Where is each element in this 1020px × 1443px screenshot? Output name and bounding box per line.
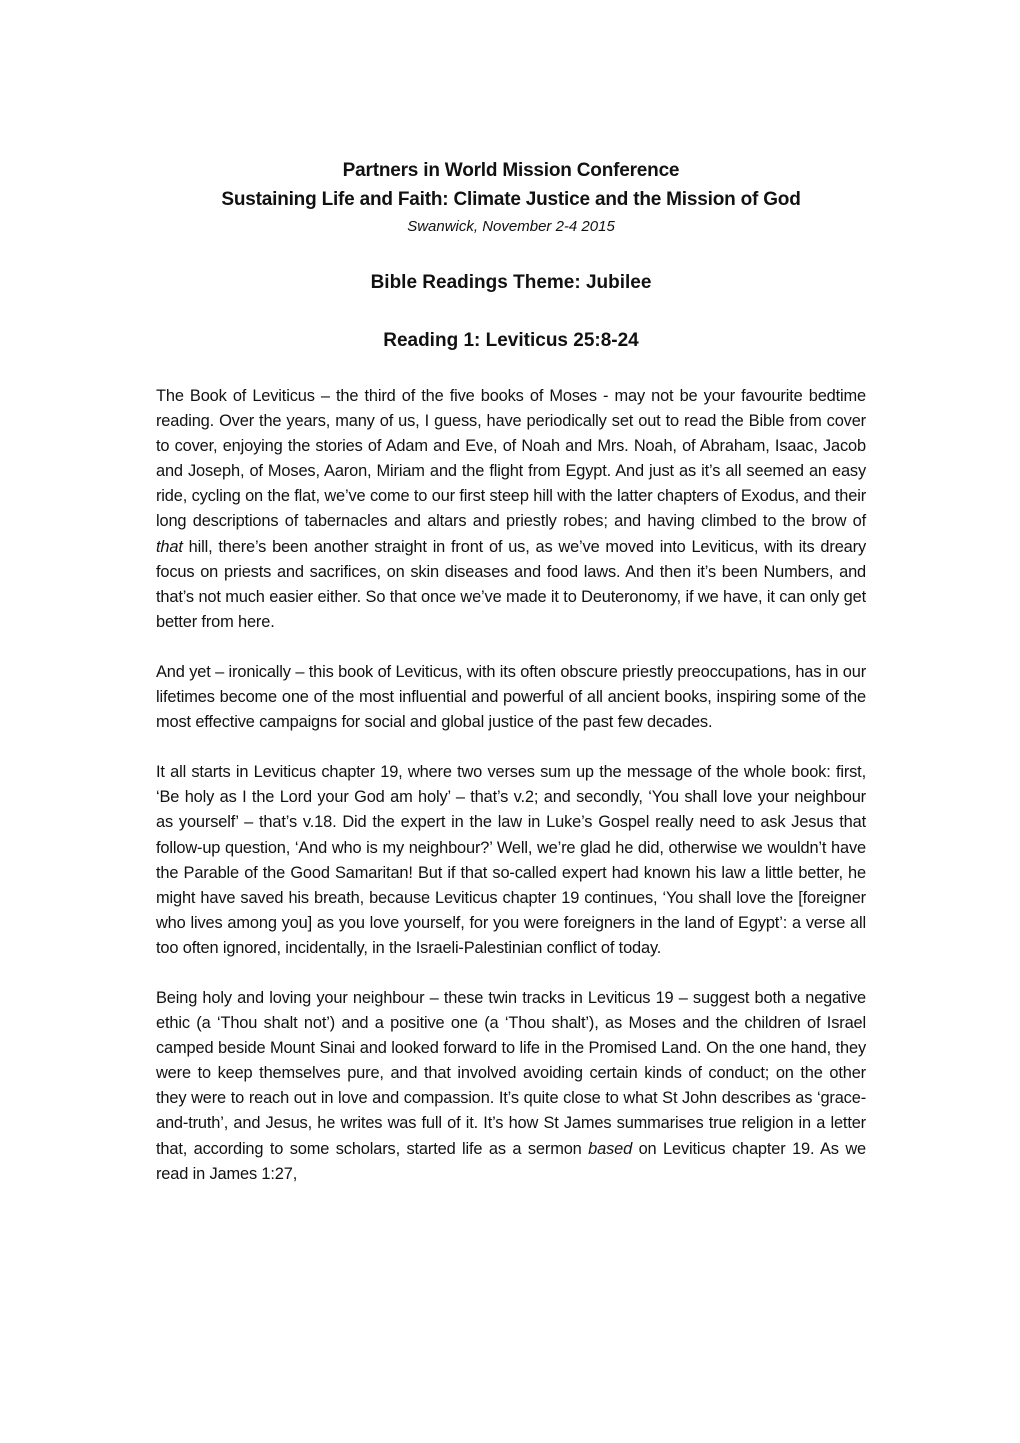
venue-date: Swanwick, November 2-4 2015	[407, 218, 615, 235]
paragraph-4-emphasis: based	[588, 1139, 633, 1158]
paragraph-1-text-b: hill, there’s been another straight in front of us, as we’ve moved into Leviticus, with its dreary focus on priests and sacrifices, on skin diseases and food laws. And then it’s been Numbers, and that’s not much easier either. So that once we’ve made it to Deuteronomy, if we have, it can only get better from here.	[156, 537, 866, 631]
paragraph-1	[156, 384, 866, 635]
paragraph-1-text-a: The Book of Leviticus – the third of the five books of Moses - may not be your favourite bedtime reading. Over the years, many of us, I guess, have periodically set out to read the Bible from cover to cover, enjoying the stories of Adam and Eve, of Noah and Mrs. Noah, of Abraham, Isaac, Jacob and Joseph, of Moses, Aaron, Miriam and the flight from Egypt. And just as it’s all seemed an easy ride, cycling on the flat, we’ve come to our first steep hill with the latter chapters of Exodus, and their long descriptions of tabernacles and altars and priestly robes; and having climbed to the brow of	[156, 387, 866, 531]
conference-subtitle: Sustaining Life and Faith: Climate Justice and the Mission of God	[221, 189, 801, 210]
reading-heading: Reading 1: Leviticus 25:8-24	[383, 330, 639, 351]
conference-title: Partners in World Mission Conference	[342, 160, 680, 181]
paragraph-3: It all starts in Leviticus chapter 19, where two verses sum up the message of the whole book: first, ‘Be holy as I the Lord your God am holy’ – that’s v.2; and secondly, ‘You shall love your neighbour as yourself’ – that’s v.18. Did the expert in the law in Luke’s Gospel really need to ask Jesus that follow-up question, ‘And who is my neighbour?’ Well, we’re glad he did, otherwise we wouldn’t have the Parable of the Good Samaritan! But if that so-called expert had known his law a little better, he might have saved his breath, because Leviticus chapter 19 continues, ‘You shall love the [foreigner who lives among you] as you love yourself, for you were foreigners in the land of Egypt’: a verse all too often ignored, incidentally, in the Israeli-Palestinian conflict of today.	[156, 763, 866, 957]
title-block	[156, 156, 866, 238]
paragraph-4	[156, 986, 866, 1187]
paragraph-1-emphasis: that	[156, 537, 183, 556]
paragraph-4-text-a: Being holy and loving your neighbour – these twin tracks in Leviticus 19 – suggest both a negative ethic (a ‘Thou shalt not’) and a positive one (a ‘Thou shalt’), as Moses and the children of Israel camped beside Mount Sinai and looked forward to life in the Promised Land. On the one hand, they were to keep themselves pure, and that involved avoiding certain kinds of conduct; on the other they were to reach out in love and compassion. It’s quite close to what St John describes as ‘grace-and-truth’, and Jesus, he writes was full of it. It’s how St James summarises true religion in a letter that, according to some scholars, started life as a sermon	[156, 988, 866, 1158]
document-body	[156, 384, 866, 1212]
paragraph-2: And yet – ironically – this book of Leviticus, with its often obscure priestly preoccupations, has in our lifetimes become one of the most influential and powerful of all ancient books, inspiring some of the most effective campaigns for social and global justice of the past few decades.	[156, 662, 866, 732]
paragraph-4-text-b: on Leviticus chapter 19. As we read in James 1:27,	[156, 1139, 866, 1183]
theme-heading: Bible Readings Theme: Jubilee	[370, 272, 652, 293]
